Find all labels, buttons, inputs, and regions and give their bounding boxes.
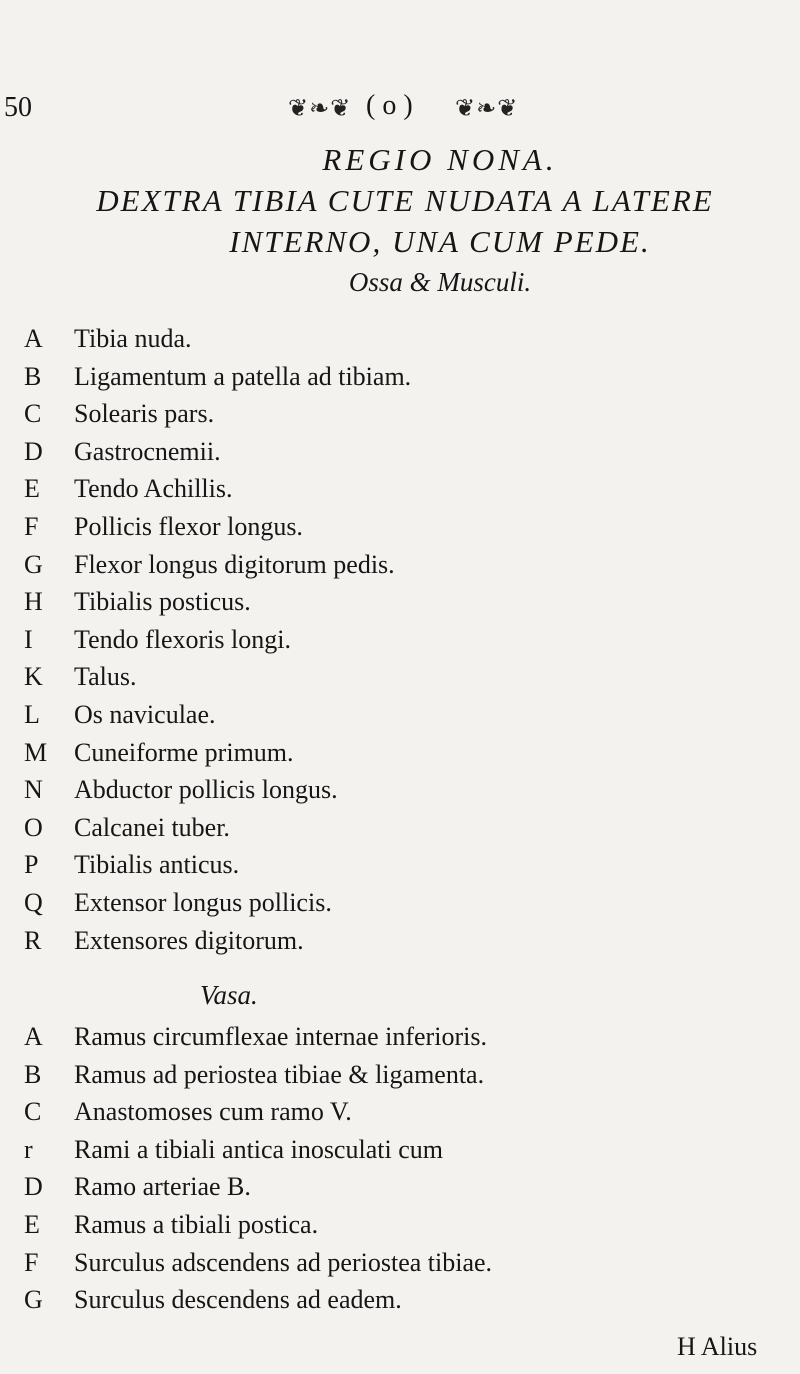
item-text: Solearis pars.: [74, 399, 215, 429]
list-item: [0, 1018, 800, 1056]
item-text: Tibialis anticus.: [74, 850, 240, 880]
title-line-2: DEXTRA TIBIA CUTE NUDATA A LATERE: [96, 183, 714, 218]
item-letter: A: [24, 324, 43, 353]
list-item: [0, 1056, 800, 1094]
item-letter: N: [24, 775, 43, 805]
list-item: [0, 583, 800, 621]
item-text: Ligamentum a patella ad tibiam.: [74, 361, 412, 391]
item-text: Surculus adscendens ad periostea tibiae.: [74, 1247, 493, 1277]
subtitle: Ossa & Musculi.: [348, 267, 532, 297]
list-item: [0, 395, 800, 433]
item-text: Anastomoses cum ramo V.: [74, 1097, 352, 1127]
list-item: [0, 1093, 800, 1131]
item-letter: H: [24, 587, 43, 617]
list-item: [0, 546, 800, 584]
vasa-list: [0, 1018, 800, 1319]
item-text: Ramo arteriae B.: [74, 1172, 251, 1202]
list-item: [0, 771, 800, 809]
item-letter: G: [24, 549, 43, 579]
ornament-left-icon: ❦❧❦: [288, 96, 352, 122]
item-text: Ramus ad periostea tibiae & ligamenta.: [74, 1059, 485, 1089]
item-text: Cuneiforme primum.: [74, 737, 294, 767]
item-letter: R: [24, 925, 42, 955]
item-text: Abductor pollicis longus.: [74, 775, 338, 805]
title-line-3: INTERNO, UNA CUM PEDE.: [229, 224, 651, 259]
item-letter: L: [24, 699, 40, 729]
item-letter: B: [24, 361, 42, 391]
list-item: [0, 433, 800, 471]
item-text: Tibia nuda.: [74, 324, 192, 353]
list-item: [0, 884, 800, 922]
item-letter: D: [24, 1172, 43, 1202]
list-item: [0, 621, 800, 659]
list-item: [0, 922, 800, 960]
ossa-list: [0, 320, 800, 959]
item-text: Surculus descendens ad eadem.: [74, 1285, 402, 1315]
item-letter: A: [24, 1022, 43, 1051]
item-letter: M: [24, 737, 48, 767]
item-letter: C: [24, 399, 42, 429]
item-text: Rami a tibiali antica inosculati cum: [74, 1134, 443, 1164]
section-mark: ( o ): [366, 90, 413, 121]
item-text: Ramus circumflexae internae inferioris.: [74, 1022, 487, 1051]
item-letter: K: [24, 662, 43, 692]
title-line-1: REGIO NONA.: [322, 142, 558, 177]
item-letter: E: [24, 1209, 40, 1239]
item-text: Tendo Achillis.: [74, 474, 233, 504]
title-block: [0, 140, 800, 302]
catch-word: H Alius: [677, 1332, 758, 1361]
item-letter: I: [24, 624, 33, 654]
item-letter: r: [24, 1134, 33, 1164]
item-letter: E: [24, 474, 40, 504]
ornament-right-icon: ❦❧❦: [455, 96, 519, 122]
list-item: [0, 1244, 800, 1282]
item-letter: B: [24, 1059, 42, 1089]
item-letter: O: [24, 812, 43, 842]
list-item: [0, 470, 800, 508]
item-text: Tibialis posticus.: [74, 587, 251, 617]
item-text: Pollicis flexor longus.: [74, 511, 303, 541]
item-letter: G: [24, 1285, 43, 1315]
list-item: [0, 508, 800, 546]
vasa-heading: Vasa.: [200, 980, 258, 1010]
list-item: [0, 1131, 800, 1169]
list-item: [0, 320, 800, 358]
list-item: [0, 734, 800, 772]
item-text: Ramus a tibiali postica.: [74, 1209, 319, 1239]
item-letter: C: [24, 1097, 42, 1127]
item-letter: D: [24, 436, 43, 466]
item-letter: Q: [24, 887, 43, 917]
list-item: [0, 658, 800, 696]
item-text: Os naviculae.: [74, 699, 216, 729]
list-item: [0, 1206, 800, 1244]
item-text: Flexor longus digitorum pedis.: [74, 549, 395, 579]
list-item: [0, 696, 800, 734]
item-letter: P: [24, 850, 39, 880]
list-item: [0, 809, 800, 847]
list-item: [0, 846, 800, 884]
item-letter: F: [24, 511, 39, 541]
item-text: Gastrocnemii.: [74, 436, 221, 466]
list-item: [0, 1168, 800, 1206]
list-item: [0, 1281, 800, 1319]
item-text: Extensor longus pollicis.: [74, 887, 332, 917]
page-header: [0, 82, 800, 122]
item-text: Tendo flexoris longi.: [74, 624, 291, 654]
item-letter: F: [24, 1247, 39, 1277]
item-text: Extensores digitorum.: [74, 925, 304, 955]
item-text: Calcanei tuber.: [74, 812, 230, 842]
list-item: [0, 358, 800, 396]
page-number: 50: [4, 92, 32, 123]
item-text: Talus.: [74, 662, 137, 692]
